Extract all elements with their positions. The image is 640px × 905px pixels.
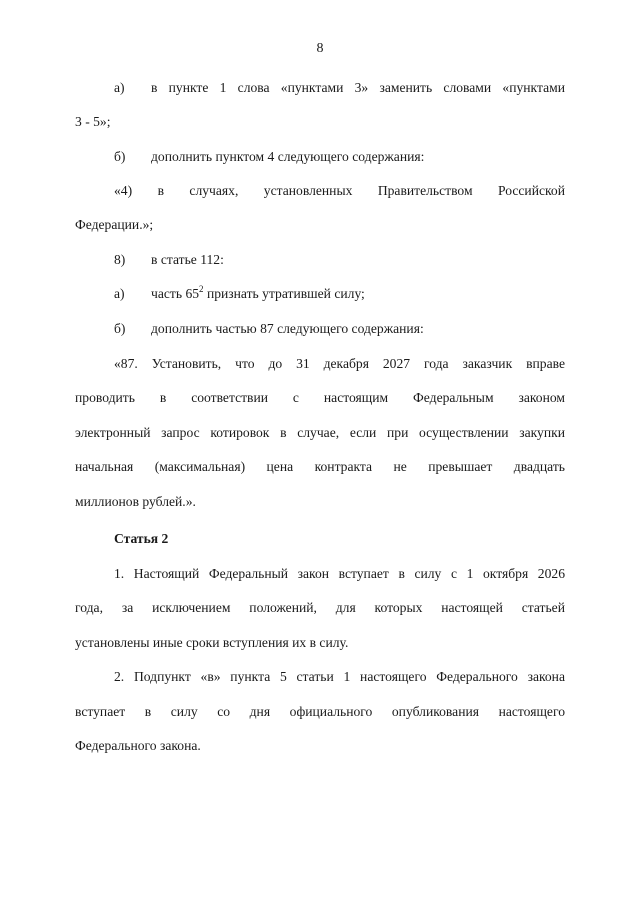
page-number: 8: [316, 41, 324, 56]
article-2-p1-line1: 1. Настоящий Федеральный закон вступает в силу с 1 октября 2026: [114, 566, 565, 581]
item-b1-label: б): [114, 149, 126, 164]
item-b2-text: дополнить частью 87 следующего содержания:: [151, 321, 424, 336]
article-2-p2-line1: 2. Подпункт «в» пункта 5 статьи 1 настоящего Федерального закона: [114, 669, 565, 684]
quote-87-line4: начальная (максимальная) цена контракта не превышает двадцать: [75, 459, 565, 474]
quote-87-line5: миллионов рублей.».: [75, 494, 196, 509]
article-2-heading: Статья 2: [114, 531, 169, 546]
item-a2-text-before: часть 65: [151, 286, 200, 301]
item-b2-label: б): [114, 321, 126, 336]
item-a2-label: а): [114, 286, 125, 301]
quote-87-line3: электронный запрос котировок в случае, если при осуществлении закупки: [75, 425, 565, 440]
quote-87-line2: проводить в соответствии с настоящим Федеральным законом: [75, 390, 565, 405]
item-a1-line1: в пункте 1 слова «пунктами 3» заменить словами «пунктами: [151, 80, 565, 95]
item-a1-line2: 3 - 5»;: [75, 114, 111, 129]
article-2-p2-line3: Федерального закона.: [75, 738, 201, 753]
item-8-label: 8): [114, 252, 126, 267]
quote-4-line1: «4) в случаях, установленных Правительством Российской: [114, 183, 565, 198]
quote-4-line2: Федерации.»;: [75, 217, 154, 232]
article-2-p1-line3: установлены иные сроки вступления их в силу.: [75, 635, 349, 650]
item-a1-label: а): [114, 80, 125, 95]
quote-87-line1: «87. Установить, что до 31 декабря 2027 года заказчик вправе: [114, 356, 565, 371]
item-a2-superscript: 2: [199, 284, 204, 294]
item-a2-text: [151, 285, 365, 303]
item-b1-text: дополнить пунктом 4 следующего содержания:: [151, 149, 425, 164]
item-a2-text-after: признать утратившей силу;: [203, 286, 365, 301]
article-2-p2-line2: вступает в силу со дня официального опубликования настоящего: [75, 704, 565, 719]
article-2-p1-line2: года, за исключением положений, для которых настоящей статьей: [75, 600, 565, 615]
item-8-text: в статье 112:: [151, 252, 224, 267]
